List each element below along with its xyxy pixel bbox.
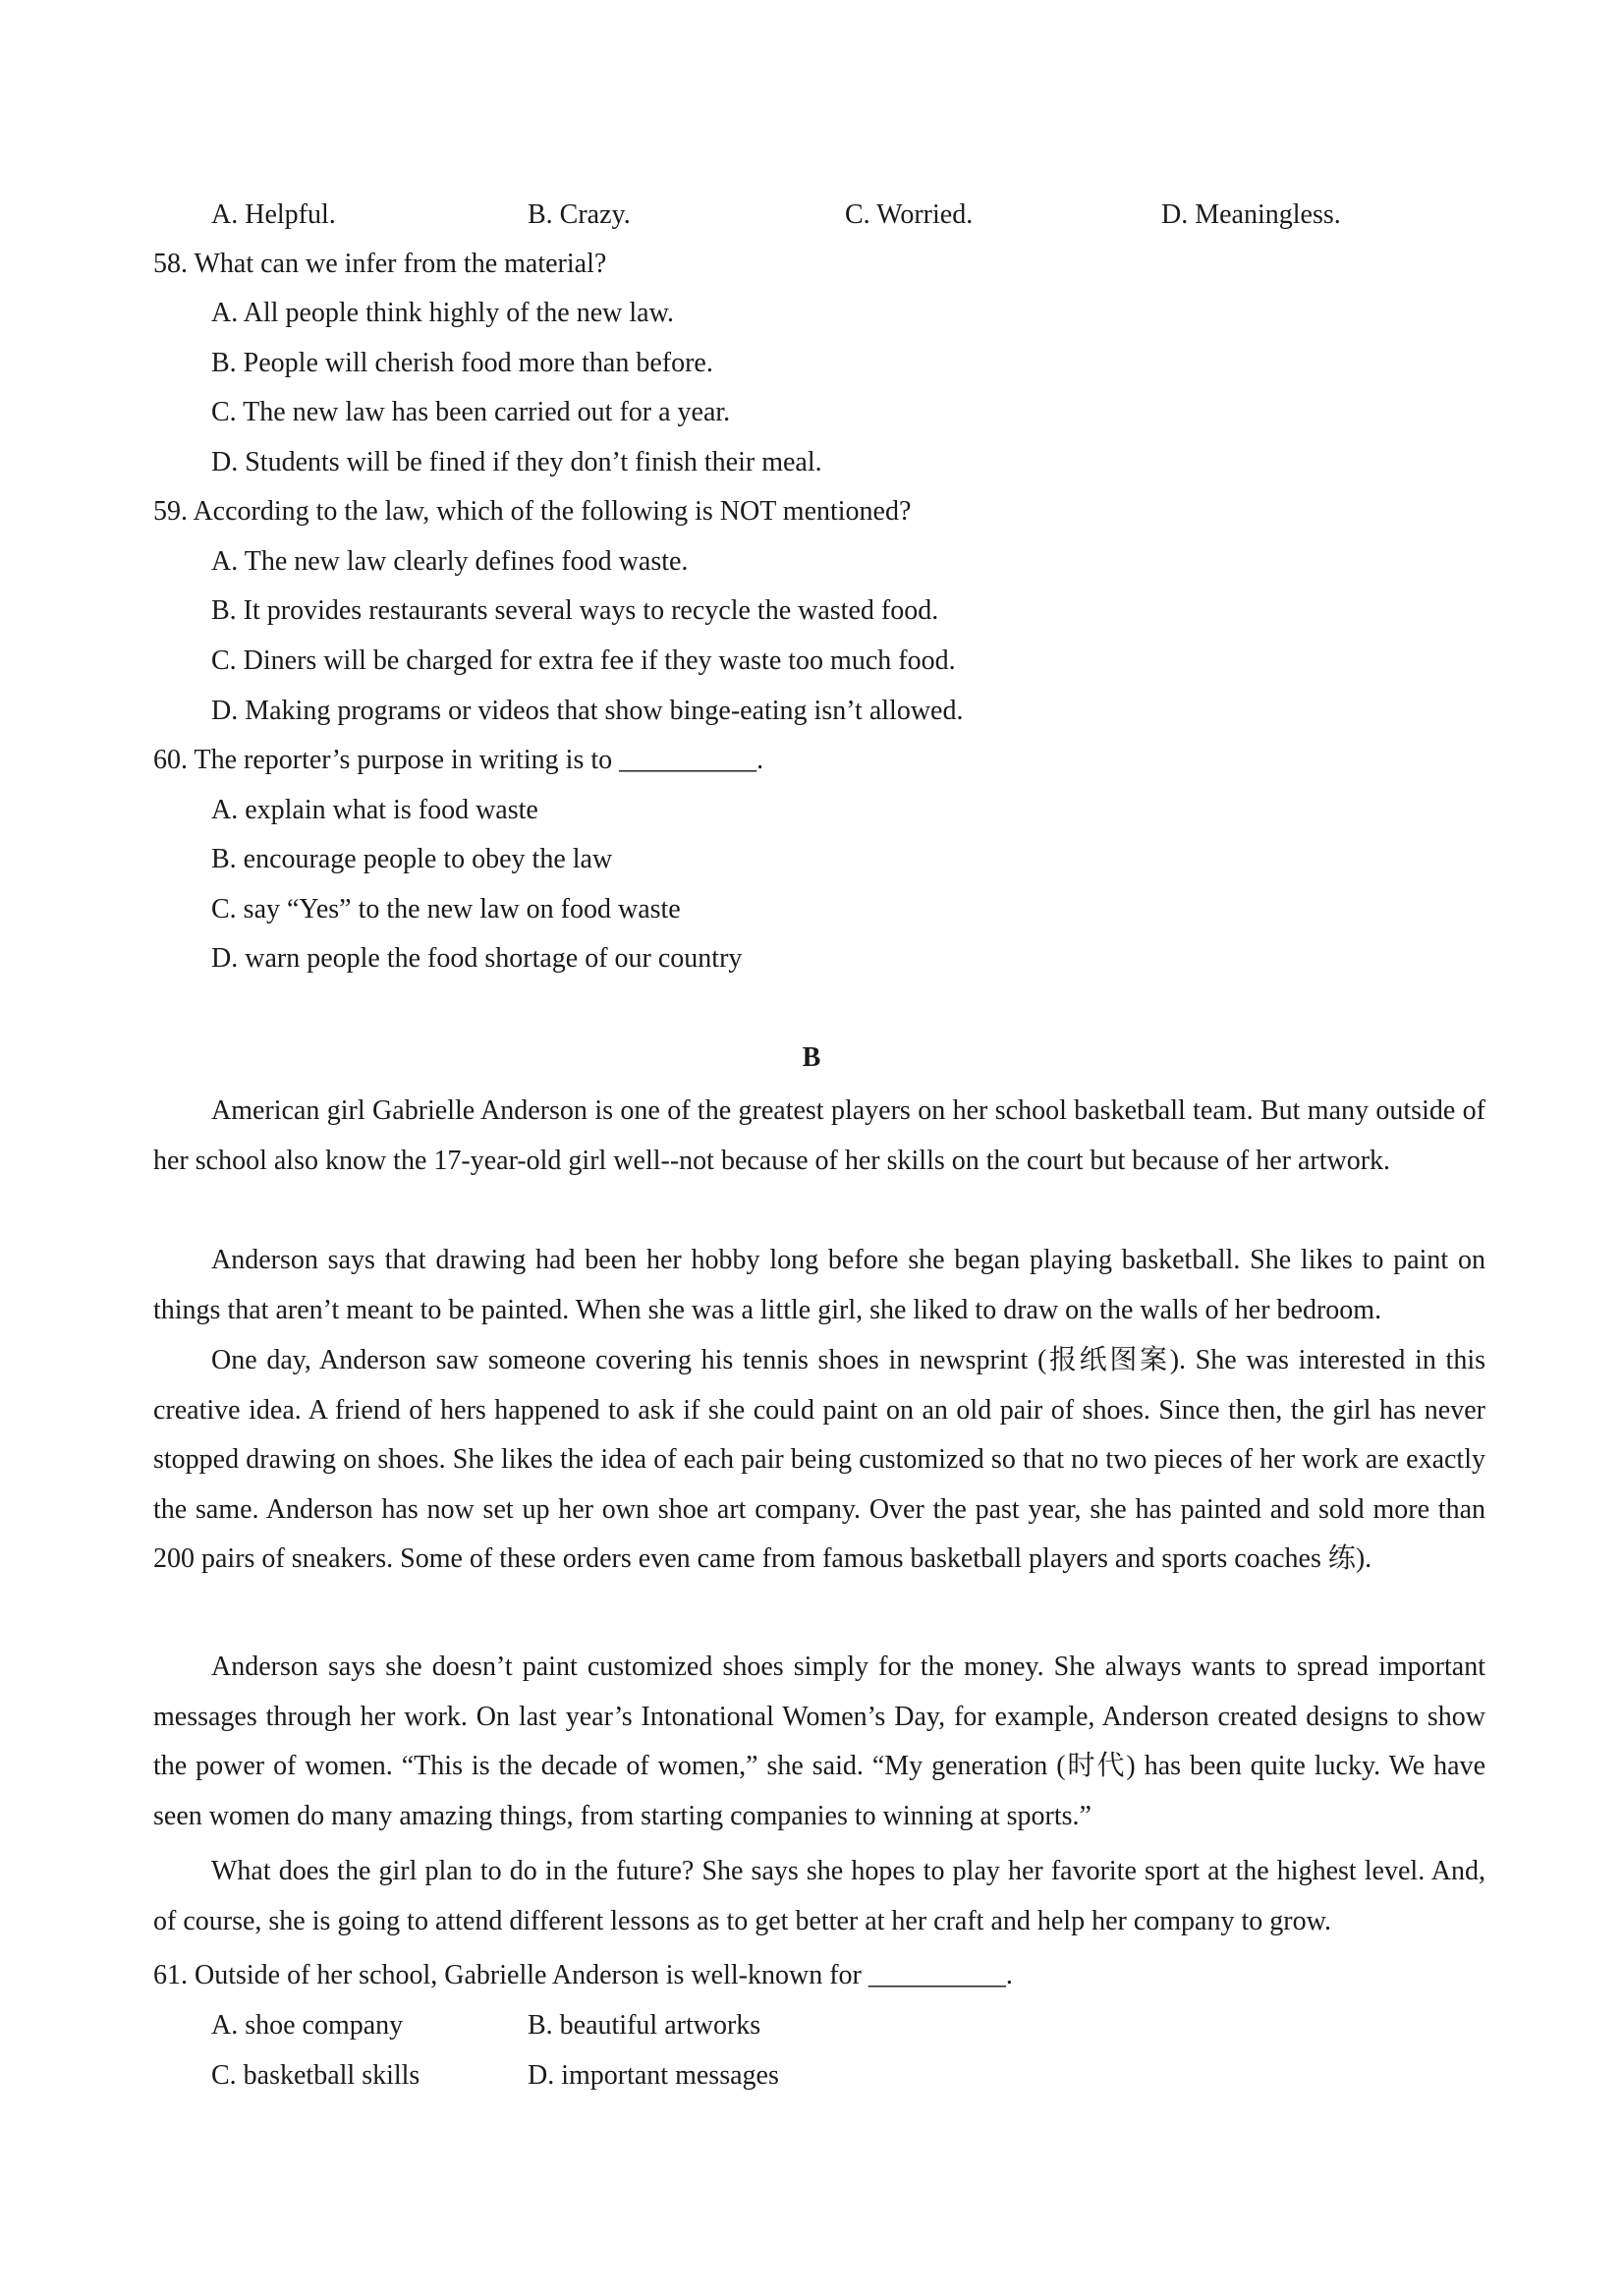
q60-option-d: D. warn people the food shortage of our country — [211, 943, 743, 974]
q60-option-b: B. encourage people to obey the law — [211, 844, 613, 874]
q59-option-d: D. Making programs or videos that show binge-eating isn’t allowed. — [211, 696, 964, 726]
q57-option-a: A. Helpful. — [211, 199, 336, 230]
q61-option-d: D. important messages — [528, 2060, 779, 2091]
q58-option-a: A. All people think highly of the new law. — [211, 298, 674, 328]
passage-paragraph-4: Anderson says she doesn’t paint customized shoes simply for the money. She always wants to spread important messages through her work. On last year’s Intonational Women’s Day, for example, Anderson created designs to show the power of women. “This is the decade of women,” she said. “My generation (时代) has been quite lucky. We have seen women do many amazing things, from starting companies to winning at sports.” — [153, 1652, 1485, 1831]
q58-option-c: C. The new law has been carried out for a year. — [211, 397, 731, 427]
q58-option-b: B. People will cherish food more than before. — [211, 348, 713, 378]
passage-paragraph-5: What does the girl plan to do in the future? She says she hopes to play her favorite sport at the highest level. And, of course, she is going to attend different lessons as to get better at her craft and help her company to grow. — [153, 1856, 1485, 1936]
q61-stem: 61. Outside of her school, Gabrielle Anderson is well-known for __________. — [153, 1960, 1013, 1990]
q59-option-c: C. Diners will be charged for extra fee if they waste too much food. — [211, 645, 956, 676]
q58-option-d: D. Students will be fined if they don’t finish their meal. — [211, 447, 822, 477]
q58-stem: 58. What can we infer from the material? — [153, 249, 607, 279]
passage-paragraph-2: Anderson says that drawing had been her hobby long before she began playing basketball. She likes to paint on things that aren’t meant to be painted. When she was a little girl, she liked to draw on the walls of her bedroom. — [153, 1245, 1485, 1325]
q61-options-row-1 — [211, 2009, 997, 2043]
q60-stem: 60. The reporter’s purpose in writing is to __________. — [153, 745, 764, 775]
q59-option-a: A. The new law clearly defines food waste. — [211, 546, 689, 577]
q60-option-c: C. say “Yes” to the new law on food waste — [211, 894, 681, 924]
q61-option-a: A. shoe company — [211, 2010, 404, 2041]
q61-options-row-2 — [211, 2059, 997, 2093]
q57-options — [211, 198, 1488, 232]
q59-stem: 59. According to the law, which of the following is NOT mentioned? — [153, 496, 912, 527]
q57-option-d: D. Meaningless. — [1161, 199, 1341, 230]
passage-paragraph-3: One day, Anderson saw someone covering his tennis shoes in newsprint (报纸图案). She was interested in this creative idea. A friend of hers happened to ask if she could paint on an old pair of shoes. Since then, the girl has never stopped drawing on shoes. She likes the idea of each pair being customized so that no two pieces of her work are exactly the same. Anderson has now set up her own shoe art company. Over the past year, she has painted and sold more than 200 pairs of sneakers. Some of these orders even came from famous basketball players and sports coaches 练). — [153, 1345, 1485, 1574]
passage-paragraph-1: American girl Gabrielle Anderson is one of the greatest players on her school basketball team. But many outside of her school also know the 17-year-old girl well--not because of her skills on the court but because of her artwork. — [153, 1095, 1485, 1176]
q61-option-b: B. beautiful artworks — [528, 2010, 761, 2041]
q57-option-b: B. Crazy. — [528, 199, 631, 230]
q60-option-a: A. explain what is food waste — [211, 795, 538, 825]
q61-option-c: C. basketball skills — [211, 2060, 420, 2091]
q59-option-b: B. It provides restaurants several ways to recycle the wasted food. — [211, 595, 939, 626]
section-b-heading: B — [802, 1042, 821, 1073]
q57-option-c: C. Worried. — [845, 199, 974, 230]
